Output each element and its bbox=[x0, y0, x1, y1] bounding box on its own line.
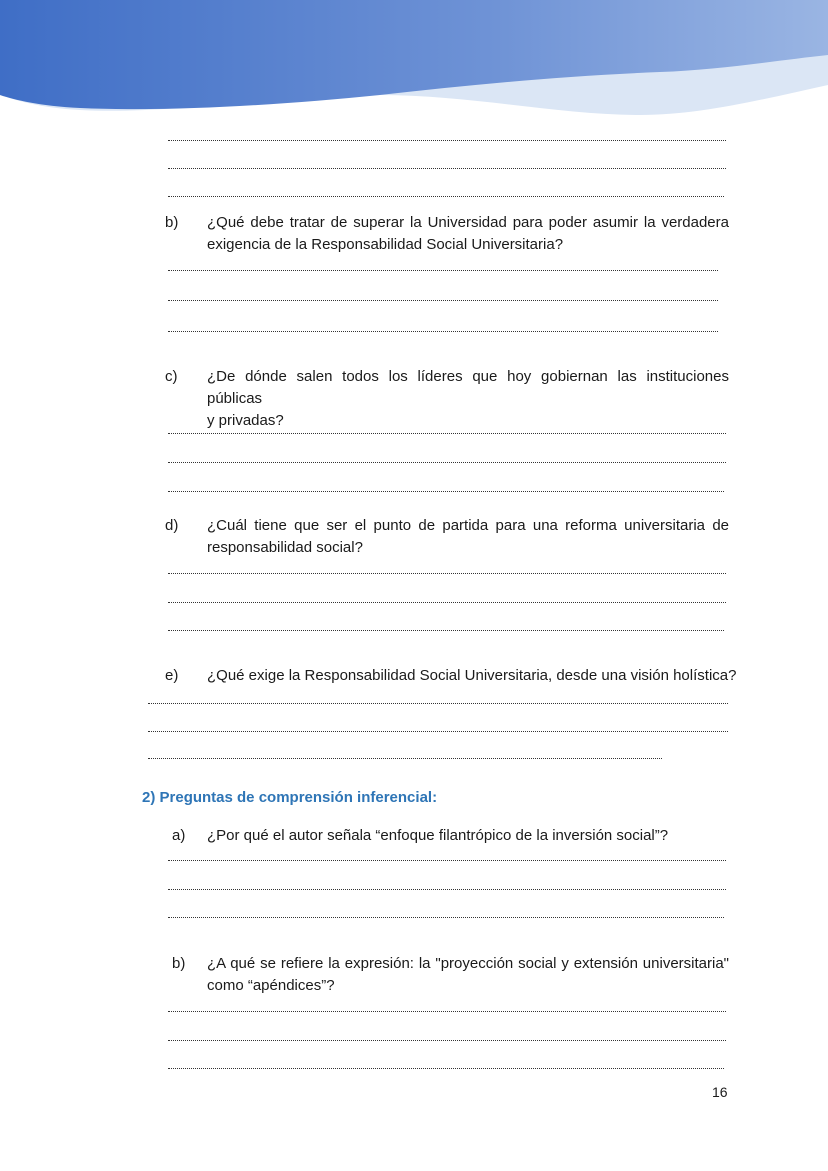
question-label: e) bbox=[165, 667, 179, 684]
answer-line[interactable] bbox=[168, 917, 724, 918]
answer-line[interactable] bbox=[168, 168, 726, 169]
answer-line[interactable] bbox=[168, 270, 718, 271]
answer-line[interactable] bbox=[168, 602, 726, 603]
answer-line[interactable] bbox=[168, 433, 726, 434]
question-label: a) bbox=[172, 827, 186, 844]
answer-line[interactable] bbox=[168, 196, 724, 197]
question-label: b) bbox=[165, 214, 179, 231]
answer-line[interactable] bbox=[168, 140, 726, 141]
answer-line[interactable] bbox=[168, 300, 718, 301]
question-label: b) bbox=[172, 955, 186, 972]
answer-line[interactable] bbox=[148, 758, 662, 759]
answer-line[interactable] bbox=[168, 860, 726, 861]
answer-line[interactable] bbox=[168, 1040, 726, 1041]
answer-line[interactable] bbox=[168, 1068, 724, 1069]
answer-line[interactable] bbox=[148, 731, 728, 732]
question-label: d) bbox=[165, 517, 179, 534]
section-title: 2) Preguntas de comprensión inferencial: bbox=[142, 789, 438, 806]
question-text: ¿Cuál tiene que ser el punto de partida para una reforma universitaria de responsabilidad social? bbox=[207, 517, 729, 556]
header-wave-banner bbox=[0, 0, 828, 130]
question-text: ¿Qué debe tratar de superar la Universidad para poder asumir la verdadera exigencia de la Responsabilidad Social Universitaria? bbox=[207, 214, 729, 253]
answer-line[interactable] bbox=[148, 703, 728, 704]
answer-line[interactable] bbox=[168, 462, 726, 463]
answer-line[interactable] bbox=[168, 573, 726, 574]
answer-line[interactable] bbox=[168, 1011, 726, 1012]
question-text: ¿A qué se refiere la expresión: la "proyección social y extensión universitaria" como “apéndices”? bbox=[207, 955, 729, 994]
question-label: c) bbox=[165, 368, 178, 385]
question-text: ¿Qué exige la Responsabilidad Social Universitaria, desde una visión holística? bbox=[207, 667, 737, 684]
answer-line[interactable] bbox=[168, 331, 718, 332]
answer-line[interactable] bbox=[168, 889, 726, 890]
question-text: ¿De dónde salen todos los líderes que hoy gobiernan las instituciones públicas y privadas? bbox=[207, 368, 729, 429]
answer-line[interactable] bbox=[168, 630, 724, 631]
answer-line[interactable] bbox=[168, 491, 724, 492]
question-text: ¿Por qué el autor señala “enfoque filantrópico de la inversión social”? bbox=[207, 827, 669, 844]
page-number: 16 bbox=[712, 1084, 728, 1100]
